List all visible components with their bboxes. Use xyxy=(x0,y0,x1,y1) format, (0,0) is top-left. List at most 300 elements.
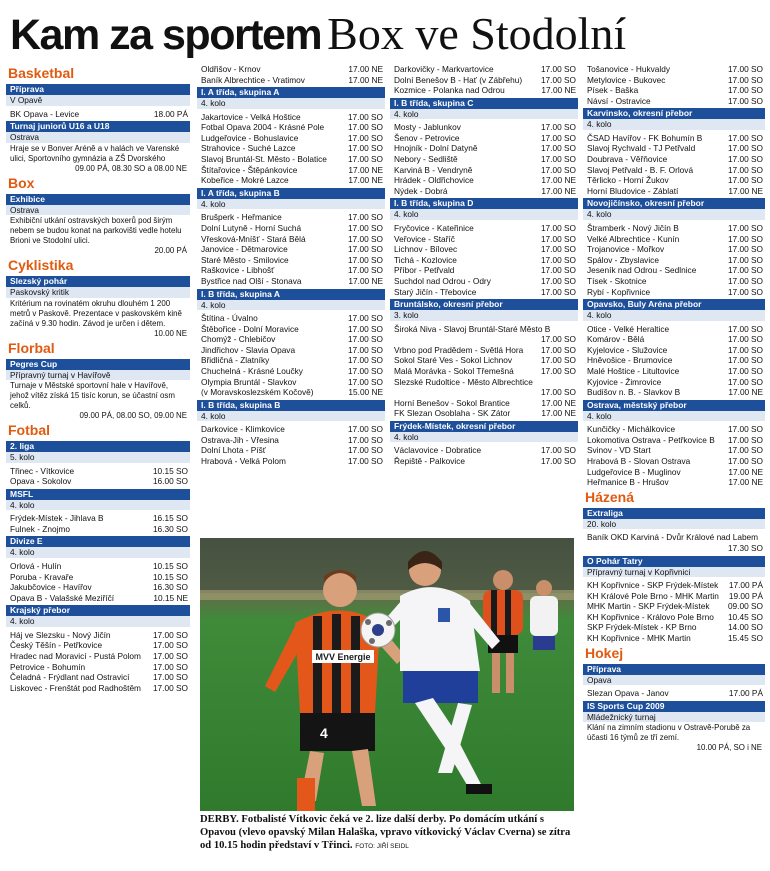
match-row xyxy=(583,143,765,154)
match-row xyxy=(390,64,578,75)
event-time: 10.00 PÁ, SO i NE xyxy=(696,743,762,753)
match-row xyxy=(197,377,385,388)
match-teams: KH Králové Pole Brno - MHK Martin xyxy=(587,590,719,601)
match-time: 17.00 SO xyxy=(727,95,763,106)
match-row xyxy=(6,640,190,651)
jersey-sponsor-text: MVV Energie xyxy=(315,652,371,662)
match-row xyxy=(583,612,765,623)
match-row xyxy=(583,580,765,591)
match-row xyxy=(390,143,578,154)
match-row xyxy=(583,424,765,435)
match-row xyxy=(197,445,385,456)
match-teams: Široká Niva - Slavoj Bruntál-Staré Město B xyxy=(394,323,551,334)
round-subheader: Paskovský kritik xyxy=(6,287,190,298)
round-subheader: 3. kolo xyxy=(390,310,578,321)
match-time: 17.00 SO xyxy=(347,355,383,366)
match-row xyxy=(390,255,578,266)
match-time: 17.00 SO xyxy=(347,376,383,387)
match-teams: Hněvošice - Brumovice xyxy=(587,355,673,366)
match-time: 18.00 PÁ xyxy=(153,108,188,119)
match-time: 16.30 SO xyxy=(152,523,188,534)
match-row xyxy=(197,313,385,324)
event-description xyxy=(6,380,190,421)
match-time: 17.00 PÁ xyxy=(728,688,763,699)
competition-header: Příprava xyxy=(583,664,765,675)
match-time: 17.00 NE xyxy=(541,85,576,96)
match-time: 17.00 SO xyxy=(727,175,763,186)
match-time: 10.15 SO xyxy=(152,560,188,571)
match-row xyxy=(390,324,578,335)
match-teams: Ostrava-Jih - Vřesina xyxy=(201,434,279,445)
competition-header: Krajský přebor xyxy=(6,605,190,616)
match-teams: Petrovice - Bohumín xyxy=(10,661,86,672)
match-teams: Slavoj Bruntál-St. Město - Bolatice xyxy=(201,154,327,165)
match-teams: Štítařovice - Štěpánkovice xyxy=(201,164,298,175)
match-row xyxy=(390,398,578,409)
match-time: 17.00 SO xyxy=(540,344,576,355)
match-row xyxy=(390,133,578,144)
match-row xyxy=(390,75,578,86)
match-row xyxy=(583,345,765,356)
match-row xyxy=(583,366,765,377)
round-subheader: 4. kolo xyxy=(197,199,385,210)
match-teams: Mosty - Jablunkov xyxy=(394,122,461,133)
match-teams: Rybí - Kopřivnice xyxy=(587,286,651,297)
match-row xyxy=(390,334,578,345)
match-teams: ČSAD Havířov - FK Bohumín B xyxy=(587,132,703,143)
page-title xyxy=(10,6,765,62)
match-time: 15.45 SO xyxy=(727,632,763,643)
match-row xyxy=(197,223,385,234)
match-time: 17.00 SO xyxy=(727,376,763,387)
competition-header: MSFL xyxy=(6,489,190,500)
match-time: 17.00 SO xyxy=(727,244,763,255)
match-teams: Jeseník nad Odrou - Sedlnice xyxy=(587,265,697,276)
match-time: 17.00 SO xyxy=(347,334,383,345)
match-teams: Opava B - Valašské Meziříčí xyxy=(10,592,115,603)
match-time: 17.00 NE xyxy=(348,275,383,286)
match-time: 17.00 SO xyxy=(152,629,188,640)
match-teams: Metylovice - Bukovec xyxy=(587,74,666,85)
sport-heading: Fotbal xyxy=(8,422,50,439)
match-teams: Doubrava - Věřňovice xyxy=(587,154,668,165)
match-row xyxy=(197,334,385,345)
round-subheader: 4. kolo xyxy=(6,547,190,558)
match-time: 10.15 NE xyxy=(153,592,188,603)
match-row xyxy=(583,223,765,234)
competition-header: 2. liga xyxy=(6,441,190,452)
event-text: Kritérium na rovinatém okruhu dlouhém 1 200 metrů v Paskově. Prezentace v paskovském kině začíná v 9.30 hodin. Závod je určen i dětem. xyxy=(10,298,182,328)
match-row xyxy=(6,683,190,694)
match-row xyxy=(583,64,765,75)
match-teams: Veřovice - Staříč xyxy=(394,233,455,244)
match-time: 17.00 SO xyxy=(540,64,576,74)
round-subheader: 4. kolo xyxy=(583,310,765,321)
competition-header: I. A třída, skupina B xyxy=(197,188,385,199)
match-time: 10.45 SO xyxy=(727,611,763,622)
match-time: 17.00 SO xyxy=(727,222,763,233)
match-row xyxy=(6,466,190,477)
match-time: 17.00 SO xyxy=(347,254,383,265)
match-time: 17.00 SO xyxy=(540,265,576,276)
competition-header: Turnaj juniorů U16 a U18 xyxy=(6,121,190,132)
match-time: 17.00 SO xyxy=(540,286,576,297)
match-time: 09.00 SO xyxy=(727,601,763,612)
match-teams: Velké Albrechtice - Kunín xyxy=(587,233,680,244)
match-row xyxy=(583,276,765,287)
match-time: 10.15 SO xyxy=(152,465,188,476)
match-row xyxy=(6,476,190,487)
match-row xyxy=(390,445,578,456)
competition-header: Extraliga xyxy=(583,508,765,519)
match-row xyxy=(583,265,765,276)
match-time: 17.00 SO xyxy=(347,445,383,456)
round-subheader: 4. kolo xyxy=(583,209,765,220)
match-teams: Hrabová - Velká Polom xyxy=(201,456,286,467)
match-teams: Kobeřice - Mokré Lazce xyxy=(201,175,289,186)
event-description xyxy=(6,215,190,256)
match-row xyxy=(583,445,765,456)
match-teams: Malá Morávka - Sokol Třemešná xyxy=(394,365,514,376)
match-teams: FK Slezan Osoblaha - SK Zátor xyxy=(394,408,511,419)
match-row xyxy=(6,593,190,604)
match-teams: KH Kopřivnice - SKP Frýdek-Místek xyxy=(587,580,719,590)
match-teams: Horní Bludovice - Záblatí xyxy=(587,185,679,196)
match-row xyxy=(390,165,578,176)
sport-heading: Cyklistika xyxy=(8,257,74,274)
match-time: 17.00 SO xyxy=(347,365,383,376)
match-time: 17.00 SO xyxy=(727,265,763,276)
match-teams: Jindřichov - Slavia Opava xyxy=(201,344,296,355)
match-row xyxy=(583,435,765,446)
match-teams: Kyjelovice - Služovice xyxy=(587,344,668,355)
match-time: 17.00 NE xyxy=(728,387,763,398)
match-row xyxy=(583,75,765,86)
match-time: 17.00 SO xyxy=(727,85,763,96)
match-row xyxy=(583,532,765,543)
match-row xyxy=(583,175,765,186)
match-time: 17.00 SO xyxy=(727,164,763,175)
match-teams: Jakartovice - Velká Hoštice xyxy=(201,111,301,122)
match-teams: Štěbořice - Dolní Moravice xyxy=(201,323,299,334)
event-time: 09.00 PÁ, 08.30 SO a 08.00 NE xyxy=(75,163,187,173)
title-sub: Box ve Stodolní xyxy=(327,8,627,59)
match-time: 17.00 SO xyxy=(727,424,763,435)
round-subheader: 4. kolo xyxy=(583,119,765,130)
match-row xyxy=(583,622,765,633)
competition-header: I. A třída, skupina A xyxy=(197,87,385,98)
caption-lead: DERBY. xyxy=(200,814,239,825)
match-teams: Ludgeřovice B - Muglinov xyxy=(587,466,681,477)
match-teams: KH Kopřivnice - MHK Martin xyxy=(587,632,691,643)
match-row xyxy=(583,467,765,478)
match-time: 17.00 SO xyxy=(727,64,763,74)
match-time: 10.15 SO xyxy=(152,571,188,582)
match-time: 17.00 SO xyxy=(347,434,383,445)
match-time: 17.00 SO xyxy=(727,456,763,467)
event-time: 20.00 PÁ xyxy=(154,246,187,256)
match-teams: Hrádek - Oldřichovice xyxy=(394,175,474,186)
competition-header: Divize E xyxy=(6,536,190,547)
match-row xyxy=(197,265,385,276)
match-teams: Nebory - Sedliště xyxy=(394,154,458,165)
match-teams: Janovice - Dětmarovice xyxy=(201,244,288,255)
match-time: 17.00 SO xyxy=(540,244,576,255)
match-teams: Vrbno pod Pradědem - Světlá Hora xyxy=(394,344,524,355)
match-time: 17.00 SO xyxy=(152,640,188,651)
match-row xyxy=(583,387,765,398)
match-teams: Hradec nad Moravicí - Pustá Polom xyxy=(10,651,141,662)
round-subheader: 4. kolo xyxy=(6,500,190,511)
match-row xyxy=(6,651,190,662)
match-teams: Kyjovice - Žimrovice xyxy=(587,376,662,387)
match-teams: Jakubčovice - Havířov xyxy=(10,582,92,593)
match-time: 17.00 SO xyxy=(727,254,763,265)
match-row xyxy=(197,435,385,446)
match-teams: Vřesková-Mníšť - Stará Bělá xyxy=(201,233,306,244)
event-description xyxy=(6,143,190,174)
match-teams: Ludgeřovice - Bohuslavice xyxy=(201,132,299,143)
event-time: 09.00 PÁ, 08.00 SO, 09.00 NE xyxy=(79,411,187,421)
match-row xyxy=(6,672,190,683)
match-time: 17.00 SO xyxy=(540,275,576,286)
match-row xyxy=(197,234,385,245)
match-time: 17.00 SO xyxy=(347,456,383,467)
round-subheader: 4. kolo xyxy=(390,432,578,443)
match-time: 16.00 SO xyxy=(152,476,188,487)
competition-header: Slezský pohár xyxy=(6,276,190,287)
match-row xyxy=(197,355,385,366)
match-time: 17.00 SO xyxy=(727,445,763,456)
round-subheader: Mládežnický turnaj xyxy=(583,712,765,723)
match-teams: Břidličná - Zlatníky xyxy=(201,355,270,366)
round-subheader: 4. kolo xyxy=(583,411,765,422)
match-teams: Tísek - Skotnice xyxy=(587,275,647,286)
match-teams: Tichá - Kozlovice xyxy=(394,254,457,265)
round-subheader: 4. kolo xyxy=(197,300,385,311)
match-time: 17.00 NE xyxy=(541,397,576,408)
match-row xyxy=(583,165,765,176)
match-time: 17.00 SO xyxy=(727,132,763,143)
match-teams: Slezan Opava - Janov xyxy=(587,688,669,699)
match-row xyxy=(583,85,765,96)
photo-credit: FOTO: JIŘÍ SEIDL xyxy=(355,843,409,850)
match-row xyxy=(583,477,765,488)
match-time: 17.00 SO xyxy=(727,286,763,297)
match-time: 17.00 SO xyxy=(540,164,576,175)
event-text: Turnaje v Městské sportovní hale v Havířově, jehož vítěz získá 15 tisíc korun, se účastní osm celků. xyxy=(10,381,175,411)
match-teams: Strahovice - Suché Lazce xyxy=(201,143,296,154)
match-teams: BK Opava - Levice xyxy=(10,108,80,119)
match-teams: Svinov - VD Start xyxy=(587,445,651,456)
match-time: 17.00 SO xyxy=(540,122,576,133)
match-teams: Chuchelná - Krásné Loučky xyxy=(201,365,303,376)
match-row xyxy=(6,109,190,120)
match-row xyxy=(197,456,385,467)
match-time: 17.00 SO xyxy=(540,154,576,165)
match-teams: Dolní Benešov B - Hať (v Zábřehu) xyxy=(394,74,523,85)
match-time: 17.00 SO xyxy=(347,212,383,223)
event-text: Exhibiční utkání ostravských boxerů pod širým nebem se budou konat na parkovišti vedle hotelu Brioni ve Stodolní ulici. xyxy=(10,216,182,246)
match-time: 17.00 PÁ xyxy=(728,580,763,590)
column-3 xyxy=(390,64,578,534)
match-teams: Malé Hoštice - Litultovice xyxy=(587,365,680,376)
match-teams: Raškovice - Libhošť xyxy=(201,265,275,276)
match-teams: Spálov - Zbyslavice xyxy=(587,254,659,265)
match-teams: Chomýž - Chlebičov xyxy=(201,334,276,345)
match-teams: Frýdek-Místek - Jihlava B xyxy=(10,513,104,524)
competition-header: Pegres Cup xyxy=(6,359,190,370)
match-teams: KH Kopřivnice - Královo Pole Brno xyxy=(587,611,714,622)
competition-header: Frýdek-Místek, okresní přebor xyxy=(390,421,578,432)
match-row xyxy=(197,345,385,356)
match-row xyxy=(583,186,765,197)
match-time: 17.00 SO xyxy=(347,344,383,355)
event-description xyxy=(583,722,765,753)
match-time: 19.00 PÁ xyxy=(728,590,763,601)
match-time: 17.00 SO xyxy=(727,154,763,165)
match-teams: MHK Martin - SKP Frýdek-Místek xyxy=(587,601,710,612)
match-teams: Tošanovice - Hukvaldy xyxy=(587,64,671,74)
competition-header: Bruntálsko, okresní přebor xyxy=(390,299,578,310)
match-teams: Řepiště - Palkovice xyxy=(394,456,466,467)
match-row xyxy=(197,143,385,154)
match-teams: Háj ve Slezsku - Nový Jičín xyxy=(10,629,111,640)
match-time: 17.00 SO xyxy=(727,365,763,376)
match-time: 17.00 SO xyxy=(152,661,188,672)
match-row xyxy=(583,154,765,165)
match-time: 17.00 SO xyxy=(540,143,576,154)
photo-caption xyxy=(200,813,580,867)
match-teams: Fotbal Opava 2004 - Krásné Pole xyxy=(201,122,325,133)
match-teams: Oldřišov - Krnov xyxy=(201,64,261,74)
event-description xyxy=(6,298,190,339)
match-row xyxy=(390,122,578,133)
match-teams: Čeladná - Frýdlant nad Ostravicí xyxy=(10,672,130,683)
competition-header: O Pohár Tatry xyxy=(583,556,765,567)
match-row xyxy=(583,601,765,612)
match-time: 17.00 NE xyxy=(541,408,576,419)
match-teams: Brušperk - Heřmanice xyxy=(201,212,282,223)
match-time: 17.00 SO xyxy=(540,132,576,143)
event-text: Klání na zimním stadionu v Ostravě-Porubě za účasti 16 týmů ze tří zemí. xyxy=(587,723,751,743)
column-2 xyxy=(197,64,385,534)
match-teams: Návsí - Ostravice xyxy=(587,95,651,106)
match-time: 17.00 SO xyxy=(540,233,576,244)
match-time: 17.00 SO xyxy=(152,672,188,683)
round-subheader: 4. kolo xyxy=(197,411,385,422)
match-row xyxy=(390,276,578,287)
sport-heading: Hokej xyxy=(585,644,624,661)
match-time: 17.00 SO xyxy=(152,651,188,662)
match-time: 17.00 SO xyxy=(347,222,383,233)
match-teams: Darkovice - Klimkovice xyxy=(201,424,285,435)
match-time: 17.00 SO xyxy=(540,365,576,376)
match-row xyxy=(197,324,385,335)
match-row xyxy=(583,543,765,554)
round-subheader: 4. kolo xyxy=(390,109,578,120)
match-time: 17.00 SO xyxy=(540,355,576,366)
match-row xyxy=(197,64,385,75)
round-subheader: Přípravný turnaj v Kopřivnici xyxy=(583,567,765,578)
match-time: 14.00 SO xyxy=(727,622,763,633)
match-row xyxy=(390,287,578,298)
match-photo xyxy=(200,538,574,811)
round-subheader: 4. kolo xyxy=(6,616,190,627)
match-teams: Nýdek - Dobrá xyxy=(394,185,448,196)
match-row xyxy=(583,633,765,644)
competition-header: IS Sports Cup 2009 xyxy=(583,701,765,712)
match-time: 17.00 SO xyxy=(347,265,383,276)
match-row xyxy=(390,85,578,96)
match-row xyxy=(583,324,765,335)
match-row xyxy=(390,387,578,398)
match-time: 17.00 SO xyxy=(347,313,383,323)
match-time: 15.00 NE xyxy=(348,387,383,398)
match-row xyxy=(197,255,385,266)
match-teams: Orlová - Hulín xyxy=(10,560,62,571)
match-teams: Šenov - Petrovice xyxy=(394,132,460,143)
match-teams: Hrabová B - Slovan Ostrava xyxy=(587,456,691,467)
match-teams: Slavoj Rychvald - TJ Petřvald xyxy=(587,143,696,154)
competition-header: I. B třída, skupina D xyxy=(390,198,578,209)
match-teams: Starý Jičín - Třebovice xyxy=(394,286,477,297)
match-teams: Fryčovice - Kateřinice xyxy=(394,222,474,233)
match-time: 17.00 NE xyxy=(728,466,763,477)
match-teams: Komárov - Bělá xyxy=(587,334,645,345)
round-subheader: 4. kolo xyxy=(197,98,385,109)
title-main: Kam za sportem xyxy=(10,11,322,59)
sport-heading: Házená xyxy=(585,488,635,505)
match-time: 17.00 SO xyxy=(347,122,383,133)
match-teams: Horní Benešov - Sokol Brantice xyxy=(394,397,510,408)
match-time: 17.00 NE xyxy=(541,175,576,186)
match-teams: Slavoj Petřvald - B. F. Orlová xyxy=(587,164,694,175)
match-time: 17.00 SO xyxy=(727,323,763,334)
match-row xyxy=(6,561,190,572)
match-row xyxy=(390,355,578,366)
match-time: 17.00 NE xyxy=(728,477,763,488)
match-row xyxy=(197,175,385,186)
match-row xyxy=(6,572,190,583)
match-teams: Otice - Velké Heraltice xyxy=(587,323,670,334)
match-teams: Budišov n. B. - Slavkov B xyxy=(587,387,681,398)
sport-heading: Box xyxy=(8,174,35,191)
sport-heading: Basketbal xyxy=(8,65,75,81)
match-time: 17.00 SO xyxy=(540,254,576,265)
match-teams: Sokol Staré Ves - Sokol Lichnov xyxy=(394,355,513,366)
match-row xyxy=(197,75,385,86)
match-row xyxy=(6,662,190,673)
match-time: 16.30 SO xyxy=(152,582,188,593)
match-time: 17.00 SO xyxy=(347,132,383,143)
match-teams: Poruba - Kravaře xyxy=(10,571,74,582)
match-teams: Příbor - Petřvald xyxy=(394,265,455,276)
match-time: 17.00 SO xyxy=(347,111,383,122)
match-time: 17.00 SO xyxy=(347,143,383,154)
competition-header: Ostrava, městský přebor xyxy=(583,400,765,411)
match-time: 17.00 SO xyxy=(727,275,763,286)
match-time: 17.00 SO xyxy=(727,355,763,366)
match-teams: Kunčičky - Michálkovice xyxy=(587,424,676,435)
match-time: 17.00 SO xyxy=(727,344,763,355)
match-time: 17.00 SO xyxy=(727,434,763,445)
round-subheader: 4. kolo xyxy=(390,209,578,220)
event-time: 10.00 NE xyxy=(154,328,187,338)
round-subheader: Přípravný turnaj v Havířově xyxy=(6,370,190,381)
match-row xyxy=(197,112,385,123)
column-4 xyxy=(583,64,765,871)
